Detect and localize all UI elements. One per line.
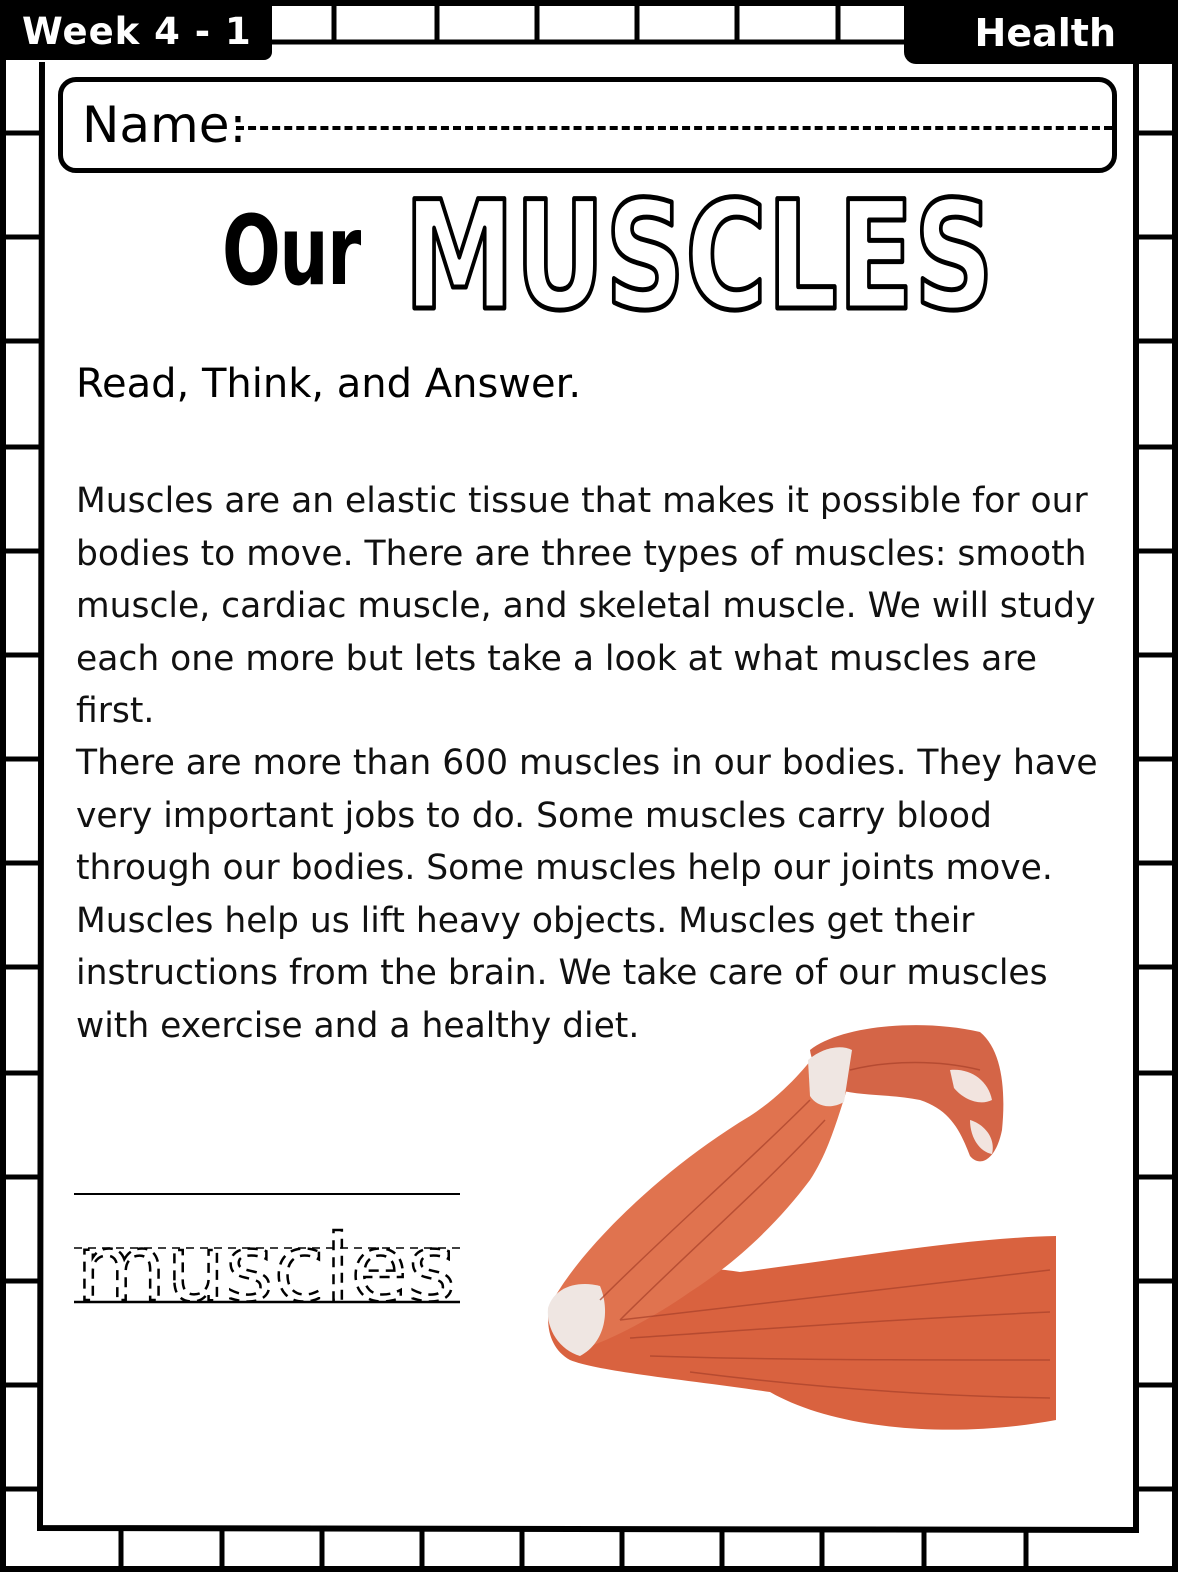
subject-tab (904, 2, 1178, 64)
page-title-text: MUSCLES (404, 170, 994, 344)
subject-label: Health (974, 11, 1116, 55)
paragraph-1: Muscles are an elastic tissue that makes it possible for our bodies to move. There are three types of muscles: smooth muscle, cardiac muscle, and skeletal muscle. We will study each one more but lets take a look at what muscles are first. (76, 481, 1096, 731)
title-prefix: Our (222, 195, 360, 307)
tracing-word: muscles (76, 1215, 456, 1322)
name-label: Name: (82, 96, 247, 154)
tracing-word-area[interactable] (72, 1188, 464, 1322)
flexed-arm-muscle-icon (540, 1020, 1070, 1440)
name-write-line[interactable] (236, 126, 1112, 130)
paragraph-2: There are more than 600 muscles in our bodies. They have very important jobs to do. Some muscles carry blood through our bodies. Some muscles help our joints move. Muscles help us lift heavy objects. Muscles get their instructions from the brain. We take care of our muscles with exercise and a healthy diet. (76, 743, 1098, 1046)
week-label: Week 4 - 1 (22, 9, 252, 53)
week-tab (0, 2, 272, 60)
instructions: Read, Think, and Answer. (76, 361, 582, 407)
page-title (400, 170, 1000, 344)
